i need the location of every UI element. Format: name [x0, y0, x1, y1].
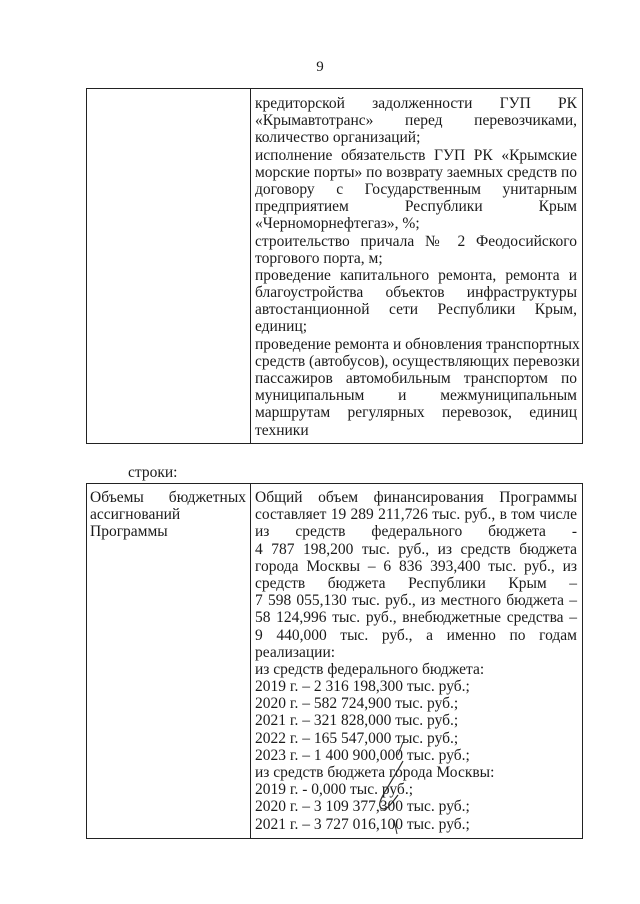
- text-line: средств (автобусов), осуществляющих перевозки: [255, 352, 580, 370]
- text-line: Общий объем финансирования Программы: [255, 489, 577, 506]
- text-line: средств бюджета Республики Крым –: [255, 574, 577, 592]
- text-line: 4 787 198,200 тыс. руб., из средств бюджета: [255, 540, 577, 558]
- page-number: 9: [316, 59, 324, 75]
- text-line: предприятием Республики Крым: [255, 198, 577, 216]
- text-line: из средств бюджета города Москвы:: [255, 764, 495, 781]
- text-line: договору с Государственным унитарным: [255, 180, 577, 198]
- text-line: проведение капитального ремонта, ремонта и: [255, 266, 577, 284]
- text-line: проведение ремонта и обновления транспортных: [255, 335, 580, 353]
- text-line: автостанционной сети Республики Крым,: [255, 301, 577, 319]
- text-line: благоустройства объектов инфраструктуры: [255, 284, 577, 302]
- text-line: реализации:: [255, 643, 336, 661]
- text-line: города Москвы – 6 836 393,400 тыс. руб., из: [255, 557, 577, 575]
- text-line: маршрутам регулярных перевозок, единиц: [255, 404, 577, 422]
- label-line: Программы: [90, 523, 168, 541]
- table-top-right-cell: [255, 95, 580, 439]
- text-line: 9 440,000 тыс. руб., а именно по годам: [255, 626, 577, 644]
- text-line: морские порты» по возврату заемных средств по: [255, 163, 578, 181]
- table-bottom-left-cell: [90, 489, 246, 541]
- text-line: 2020 г. – 582 724,900 тыс. руб.;: [255, 695, 459, 713]
- text-line: исполнение обязательств ГУП РК «Крымские: [255, 146, 577, 164]
- text-line: «Крымавтотранс» перед перевозчиками,: [255, 112, 577, 130]
- rows-label: строки:: [128, 464, 178, 481]
- text-line: кредиторской задолженности ГУП РК: [255, 95, 577, 112]
- text-line: техники: [255, 421, 309, 439]
- text-line: количество организаций;: [255, 129, 421, 147]
- text-line: 2023 г. – 1 400 900,000 тыс. руб.;: [255, 746, 470, 764]
- text-line: 2021 г. – 321 828,000 тыс. руб.;: [255, 712, 459, 730]
- text-line: из средств федерального бюджета:: [255, 660, 485, 678]
- text-line: из средств федерального бюджета -: [255, 523, 577, 541]
- label-line: Объемы бюджетных: [90, 489, 246, 506]
- table-bottom-right-cell: [255, 489, 577, 833]
- text-line: пассажиров автомобильным транспортом по: [255, 370, 577, 387]
- text-line: 58 124,996 тыс. руб., внебюджетные средства –: [255, 609, 577, 627]
- text-line: торгового порта, м;: [255, 249, 383, 267]
- text-line: составляет 19 289 211,726 тыс. руб., в том числе: [255, 506, 577, 524]
- text-line: строительство причала № 2 Феодосийского: [255, 232, 577, 250]
- text-line: 2020 г. – 3 109 377,300 тыс. руб.;: [255, 798, 470, 816]
- text-line: единиц;: [255, 318, 308, 336]
- label-line: ассигнований: [90, 506, 181, 524]
- text-line: 2019 г. – 2 316 198,300 тыс. руб.;: [255, 678, 470, 696]
- table-top-divider: [250, 88, 251, 444]
- text-line: муниципальным и межмуниципальным: [255, 387, 577, 405]
- table-bottom-divider: [250, 483, 251, 839]
- text-line: 7 598 055,130 тыс. руб., из местного бюджета –: [255, 592, 577, 610]
- text-line: 2022 г. – 165 547,000 тыс. руб.;: [255, 729, 459, 747]
- text-line: «Черноморнефтегаз», %;: [255, 215, 420, 233]
- text-line: 2021 г. – 3 727 016,100 тыс. руб.;: [255, 815, 470, 833]
- text-line: 2019 г. - 0,000 тыс. руб.;: [255, 781, 413, 799]
